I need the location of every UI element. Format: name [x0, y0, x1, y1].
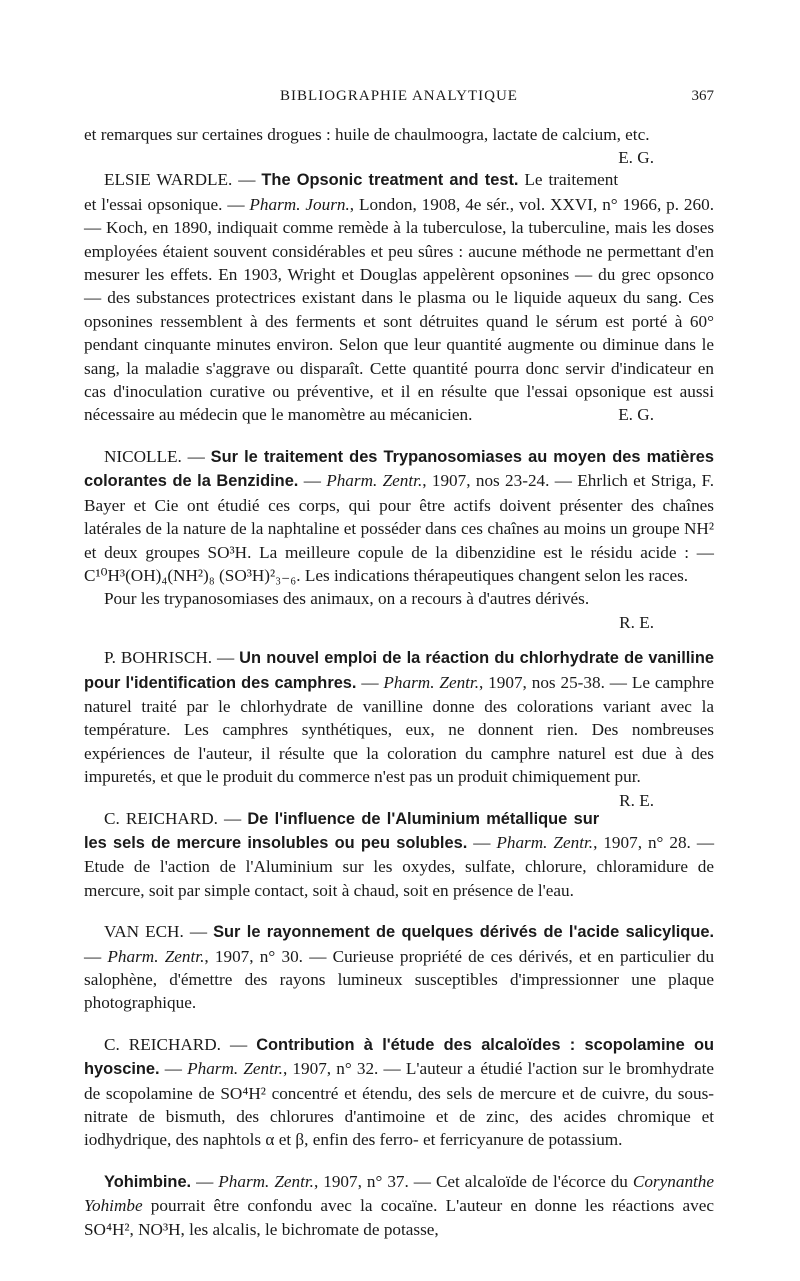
entry-body: L'auteur a étudié l'action sur le bromhydrate de scopolamine de SO⁴H² concentré et étendu, des sels de mercure et de cuivre, du sous-nitrate de bismuth, des chlorures d'antimoine et de zinc, des acides chromique et iodhydrique, des naphtols α et β, enfin des ferro- et ferricyanure de potassium.: [84, 1059, 715, 1150]
entry-signature: E. G.: [618, 148, 654, 168]
entry-body: Etude de l'action de l'Aluminium sur les oxydes, sulfate, chlorure, chloramidure de mercure, soit par simple contact, soit à chaud, soit en présence de l'eau.: [84, 857, 714, 900]
entry-title: Yohimbine.: [104, 1172, 192, 1191]
entry-signature: R. E.: [619, 790, 654, 810]
page-body: [84, 123, 714, 1241]
running-title: BIBLIOGRAPHIE ANALYTIQUE: [280, 88, 518, 104]
entry-nicolle: NICOLLE. — Sur le traitement des Trypanosomiases au moyen des matières colorantes de la Benzidine. — Pharm. Zentr., 1907, nos 23-24. — Ehrlich et Striga, F. Bayer et Cie ont étudié ces corps, qui pour être actifs doivent présenter des chaînes latérales de la nature de la naphtaline et posséder dans ces chaînes au moins un groupe NH² et deux groupes SO³H. La meilleure copule de la dibenzidine est le résidu acide : — C¹⁰H³(OH)₄(NH²)₈ (SO³H)²₃₋₆. Les indications thérapeutiques changent selon les races. Pour les trypanosomiases des animaux, on a recours à d'autres dérivés. R. E.: [84, 445, 714, 634]
entry-journal: Pharm. Zentr.: [107, 946, 205, 966]
entry-wardle: ELSIE WARDLE. — The Opsonic treatment and test. Le traitement et l'essai opsonique. — Pharm. Journ., London, 1908, 4e sér., vol. XXVI, n° 1966, p. 260. — Koch, en 1890, indiquait comme remède à la tuberculose, la tuberculine, mais les doses employées étaient souvent considérables et peu sûres : aucune méthode ne permettant d'en mesurer les effets. En 1903, Wright et Douglas appelèrent opsonines — du grec opsonco — des substances protectrices existant dans le plasma ou le liquide aqueux du sang. Ces opsonines ressemblent à des ferments et sont détruites quand le sérum est porté à 60° pendant cinquante minutes environ. Selon que leur quantité augmente ou diminue dans le sang, la maladie s'aggrave ou disparaît. Cette quantité pourra donc servir d'indicateur en cas d'inoculation curative ou préventive, et il en résulte que l'essai opsonique est aussi nécessaire au médecin que le manomètre au mécanicien. E. G.: [84, 168, 714, 426]
entry-bohrisch: P. BOHRISCH. — Un nouvel emploi de la réaction du chlorhydrate de vanilline pour l'identification des camphres. — Pharm. Zentr., 1907, nos 25-38. — Le camphre naturel traité par le chlorhydrate de vanilline donne des colorations variant avec la température. Les camphres synthétiques, eux, ne donnent rien. Des nombreuses expériences de l'auteur, il résulte que la coloration du camphre naturel est due à des impuretés, et que le produit du commerce n'est pas un produit chimiquement pur. R. E.: [84, 646, 714, 788]
entry-title: Contribution à l'étude des alcaloïdes : scopolamine ou hyoscine.: [84, 1035, 714, 1079]
entry-journal: Pharm. Zentr.: [187, 1059, 283, 1079]
entry-body: Curieuse propriété de ces dérivés, et en particulier du salophène, d'émettre des rayons lumineux susceptibles d'impressionner une plaque photographique.: [84, 946, 715, 1013]
entry-body: pourrait être confondu avec la cocaïne. L'auteur en donne les réactions avec SO⁴H², NO³H, les alcalis, le bichromate de potasse,: [84, 1196, 714, 1239]
entry-species: Corynanthe Yohimbe: [84, 1171, 715, 1216]
entry-text: et remarques sur certaines drogues : huile de chaulmoogra, lactate de calcium, etc.: [84, 125, 650, 144]
entry-title-after: Le traitement et l'essai opsonique.: [84, 170, 619, 214]
entry-journal: Pharm. Zentr.: [326, 471, 423, 491]
entry-body: Ehrlich et Striga, F. Bayer et Cie ont étudié ces corps, qui pour être actifs doivent présenter des chaînes latérales de la nature de la naphtaline et posséder dans ces chaînes au moins un groupe NH² et deux groupes SO³H. La meilleure copule de la dibenzidine est le résidu acide : — C¹⁰H³(OH)₄(NH²)₈ (SO³H)²₃₋₆. Les indications thérapeutiques changent selon les races.: [84, 471, 715, 585]
entry-continuation: [84, 123, 714, 168]
entry-signature: E. G.: [618, 405, 654, 425]
entry-van-ech: VAN ECH. — Sur le rayonnement de quelques dérivés de l'acide salicylique. — Pharm. Zentr., 1907, n° 30. — Curieuse propriété de ces dérivés, et en particulier du salophène, d'émettre des rayons lumineux susceptibles d'impressionner une plaque photographique.: [84, 922, 715, 1013]
entry-title: De l'influence de l'Aluminium métallique sur les sels de mercure insolubles ou peu solubles.: [84, 809, 600, 852]
entry-body-continued: Pour les trypanosomiases des animaux, on a recours à d'autres dérivés.: [104, 589, 590, 609]
entry-title: Sur le traitement des Trypanosomiases au moyen des matières colorantes de la Benzidine.: [84, 447, 714, 491]
entry-author: VAN ECH.: [104, 922, 184, 942]
page-number: 367: [691, 88, 714, 104]
entry-author: P. BOHRISCH.: [104, 648, 213, 668]
entry-journal: Pharm. Zentr.: [383, 672, 480, 692]
entry-body: Koch, en 1890, indiquait comme remède à la tuberculose, la tuberculine, mais les doses employées étaient souvent considérables et peu sûres : aucune méthode ne permettant d'en mesurer les effets. En 1903, Wright et Douglas appelèrent opsonines — du grec opsonco — des substances protectrices existant dans le plasma ou le liquide aqueux du sang. Ces opsonines ressemblent à des ferments et sont détruites quand le sérum est porté à 60° pendant cinquante minutes environ. Selon que leur quantité augmente ou diminue dans le sang, la maladie s'aggrave ou disparaît. Cette quantité pourra donc servir d'indicateur en cas d'inoculation curative ou préventive, et il en résulte que l'essai opsonique est aussi nécessaire au médecin que le manomètre au mécanicien.: [84, 218, 715, 425]
entry-author: C. REICHARD.: [104, 808, 218, 828]
entry-signature: R. E.: [619, 612, 654, 632]
entry-journal: Pharm. Zentr.: [496, 832, 594, 852]
entry-reichard-2: C. REICHARD. — Contribution à l'étude des alcaloïdes : scopolamine ou hyoscine. — Pharm. Zentr., 1907, n° 32. — L'auteur a étudié l'action sur le bromhydrate de scopolamine de SO⁴H² concentré et étendu, des sels de mercure et de cuivre, du sous-nitrate de bismuth, des chlorures d'antimoine et de zinc, des acides chromique et iodhydrique, des naphtols α et β, enfin des ferro- et ferricyanure de potassium.: [84, 1034, 715, 1150]
entry-reference: , 1907, n° 32.: [282, 1059, 379, 1079]
entry-yohimbine: Yohimbine. — Pharm. Zentr., 1907, n° 37. — Cet alcaloïde de l'écorce du Corynanthe Yohimbe pourrait être confondu avec la cocaïne. L'auteur en donne les réactions avec SO⁴H², NO³H, les alcalis, le bichromate de potasse,: [84, 1171, 715, 1239]
entry-author: ELSIE WARDLE.: [104, 170, 233, 190]
entry-title: The Opsonic treatment and test.: [261, 171, 519, 190]
entry-reference: , 1907, n° 28.: [593, 832, 691, 852]
entry-journal: Pharm. Journ.: [249, 194, 350, 214]
entry-reference: , London, 1908, 4e sér., vol. XXVI, n° 1966, p. 260.: [349, 194, 715, 214]
running-header: [84, 84, 714, 108]
entry-author: NICOLLE.: [104, 446, 182, 466]
entry-journal: Pharm. Zentr.: [218, 1171, 314, 1191]
entry-title: Un nouvel emploi de la réaction du chlorhydrate de vanilline pour l'identification des camphres.: [84, 649, 714, 692]
entry-body-start: Cet alcaloïde de l'écorce du: [435, 1171, 628, 1191]
entry-author: C. REICHARD.: [104, 1034, 221, 1054]
entry-reference: , 1907, n° 37.: [313, 1171, 409, 1191]
entry-body: Le camphre naturel traité par le chlorhydrate de vanilline donne des colorations variant avec la température. Les camphres synthétiques, eux, ne donnent rien. Des nombreuses expériences de l'auteur, il résulte que la coloration du camphre naturel est due à des impuretés, et que le produit du commerce n'est pas un produit chimiquement pur.: [84, 672, 714, 787]
entry-reichard-1: C. REICHARD. — De l'influence de l'Aluminium métallique sur les sels de mercure insolubles ou peu solubles. — Pharm. Zentr., 1907, n° 28. — Etude de l'action de l'Aluminium sur les oxydes, sulfate, chlorure, chloramidure de mercure, soit par simple contact, soit à chaud, soit en présence de l'eau.: [84, 808, 715, 900]
entry-reference: , 1907, nos 25-38.: [479, 672, 605, 692]
entry-reference: , 1907, nos 23-24.: [422, 471, 550, 491]
entry-reference: , 1907, n° 30.: [204, 946, 303, 966]
entry-title: Sur le rayonnement de quelques dérivés de l'acide salicylique.: [213, 923, 714, 942]
